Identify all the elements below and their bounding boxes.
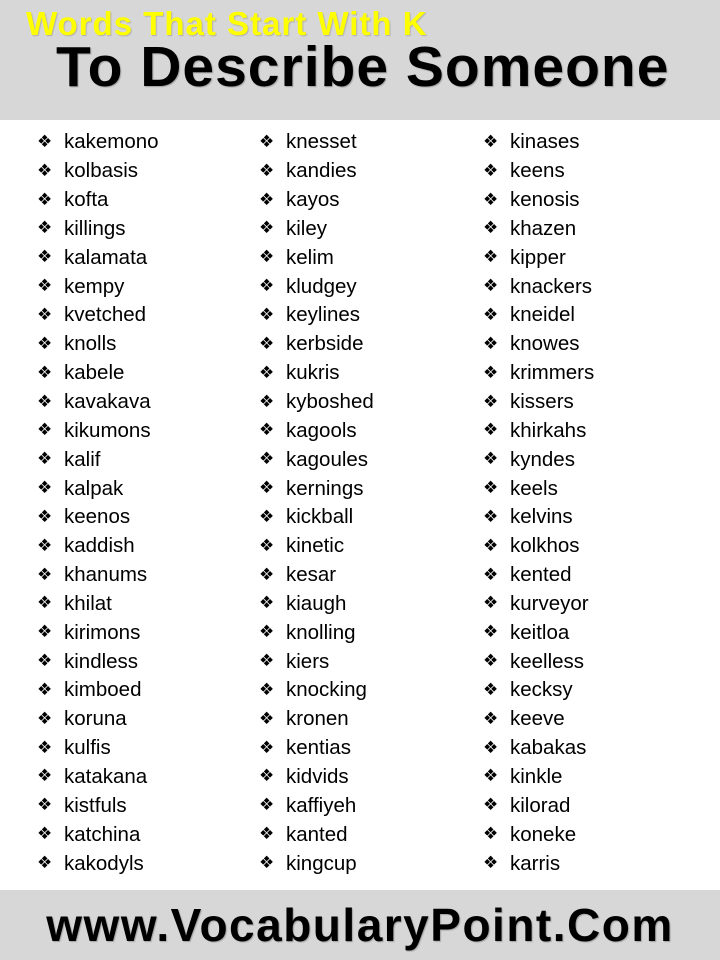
list-item bbox=[37, 705, 159, 734]
diamond-bullet-icon: ❖ bbox=[259, 333, 275, 354]
diamond-bullet-icon: ❖ bbox=[37, 795, 53, 816]
word-text: koneke bbox=[510, 822, 577, 846]
diamond-bullet-icon: ❖ bbox=[259, 622, 275, 643]
list-item bbox=[483, 647, 594, 676]
diamond-bullet-icon: ❖ bbox=[37, 131, 53, 152]
diamond-bullet-icon: ❖ bbox=[259, 506, 275, 527]
diamond-bullet-icon: ❖ bbox=[483, 622, 499, 643]
word-text: kakemono bbox=[64, 130, 159, 154]
diamond-bullet-icon: ❖ bbox=[483, 247, 499, 268]
list-item bbox=[37, 503, 159, 532]
diamond-bullet-icon: ❖ bbox=[259, 362, 275, 383]
list-item bbox=[259, 647, 374, 676]
diamond-bullet-icon: ❖ bbox=[37, 679, 53, 700]
list-item bbox=[37, 647, 159, 676]
word-text: karris bbox=[510, 851, 561, 875]
word-text: kirimons bbox=[64, 620, 141, 644]
list-item bbox=[259, 791, 374, 820]
diamond-bullet-icon: ❖ bbox=[37, 362, 53, 383]
diamond-bullet-icon: ❖ bbox=[37, 391, 53, 412]
list-item bbox=[483, 330, 594, 359]
word-text: kofta bbox=[64, 188, 109, 212]
word-text: knolling bbox=[286, 620, 356, 644]
diamond-bullet-icon: ❖ bbox=[483, 824, 499, 845]
word-text: kolbasis bbox=[64, 159, 139, 183]
list-item bbox=[259, 157, 374, 186]
list-item bbox=[483, 791, 594, 820]
diamond-bullet-icon: ❖ bbox=[37, 824, 53, 845]
diamond-bullet-icon: ❖ bbox=[259, 391, 275, 412]
list-item bbox=[37, 416, 159, 445]
diamond-bullet-icon: ❖ bbox=[37, 622, 53, 643]
list-item bbox=[483, 301, 594, 330]
diamond-bullet-icon: ❖ bbox=[259, 708, 275, 729]
list-item bbox=[37, 243, 159, 272]
list-item bbox=[483, 243, 594, 272]
list-item bbox=[259, 215, 374, 244]
list-item bbox=[259, 186, 374, 215]
header-subtitle: Words That Start With K bbox=[26, 5, 428, 42]
diamond-bullet-icon: ❖ bbox=[37, 276, 53, 297]
word-text: kolkhos bbox=[510, 534, 580, 558]
word-text: kerbside bbox=[286, 332, 364, 356]
diamond-bullet-icon: ❖ bbox=[483, 420, 499, 441]
word-text: kentias bbox=[286, 736, 351, 760]
word-text: keenos bbox=[64, 505, 131, 529]
list-item bbox=[483, 849, 594, 878]
diamond-bullet-icon: ❖ bbox=[37, 420, 53, 441]
diamond-bullet-icon: ❖ bbox=[37, 189, 53, 210]
word-text: kiaugh bbox=[286, 591, 347, 615]
list-item bbox=[483, 186, 594, 215]
diamond-bullet-icon: ❖ bbox=[483, 679, 499, 700]
list-item bbox=[37, 561, 159, 590]
list-item bbox=[37, 445, 159, 474]
word-text: kernings bbox=[286, 476, 364, 500]
word-text: knesset bbox=[286, 130, 357, 154]
word-text: kilorad bbox=[510, 793, 571, 817]
list-item bbox=[259, 503, 374, 532]
list-item bbox=[37, 820, 159, 849]
diamond-bullet-icon: ❖ bbox=[259, 737, 275, 758]
diamond-bullet-icon: ❖ bbox=[259, 247, 275, 268]
word-text: keels bbox=[510, 476, 558, 500]
diamond-bullet-icon: ❖ bbox=[37, 708, 53, 729]
list-item bbox=[259, 416, 374, 445]
list-item bbox=[37, 272, 159, 301]
word-text: kelvins bbox=[510, 505, 573, 529]
diamond-bullet-icon: ❖ bbox=[259, 449, 275, 470]
diamond-bullet-icon: ❖ bbox=[259, 131, 275, 152]
diamond-bullet-icon: ❖ bbox=[37, 160, 53, 181]
page-title: To Describe Someone bbox=[56, 35, 670, 100]
diamond-bullet-icon: ❖ bbox=[37, 333, 53, 354]
word-text: kissers bbox=[510, 390, 574, 414]
word-text: khilat bbox=[64, 591, 112, 615]
list-item bbox=[259, 532, 374, 561]
word-text: kabele bbox=[64, 361, 125, 385]
list-item bbox=[37, 791, 159, 820]
word-text: kickball bbox=[286, 505, 354, 529]
footer-band bbox=[0, 890, 720, 960]
list-item bbox=[37, 676, 159, 705]
diamond-bullet-icon: ❖ bbox=[37, 506, 53, 527]
list-item bbox=[483, 532, 594, 561]
list-item bbox=[37, 388, 159, 417]
word-column-3 bbox=[483, 128, 594, 878]
diamond-bullet-icon: ❖ bbox=[483, 593, 499, 614]
word-text: kurveyor bbox=[510, 591, 589, 615]
word-text: kinetic bbox=[286, 534, 345, 558]
diamond-bullet-icon: ❖ bbox=[483, 478, 499, 499]
word-text: kistfuls bbox=[64, 793, 127, 817]
word-text: kelim bbox=[286, 245, 334, 269]
word-text: kindless bbox=[64, 649, 139, 673]
list-item bbox=[259, 849, 374, 878]
word-text: keelless bbox=[510, 649, 585, 673]
list-item bbox=[259, 734, 374, 763]
word-text: keens bbox=[510, 159, 565, 183]
list-item bbox=[259, 474, 374, 503]
word-text: kagoules bbox=[286, 447, 369, 471]
word-text: kempy bbox=[64, 274, 125, 298]
diamond-bullet-icon: ❖ bbox=[259, 795, 275, 816]
list-item bbox=[37, 763, 159, 792]
word-text: knocking bbox=[286, 678, 367, 702]
diamond-bullet-icon: ❖ bbox=[259, 679, 275, 700]
word-text: keitloa bbox=[510, 620, 570, 644]
list-item bbox=[259, 128, 374, 157]
list-item bbox=[259, 330, 374, 359]
list-item bbox=[259, 388, 374, 417]
diamond-bullet-icon: ❖ bbox=[259, 304, 275, 325]
word-text: kidvids bbox=[286, 764, 349, 788]
diamond-bullet-icon: ❖ bbox=[259, 218, 275, 239]
diamond-bullet-icon: ❖ bbox=[259, 853, 275, 874]
list-item bbox=[37, 849, 159, 878]
word-text: kakodyls bbox=[64, 851, 144, 875]
list-item bbox=[37, 359, 159, 388]
list-item bbox=[37, 618, 159, 647]
word-text: kludgey bbox=[286, 274, 357, 298]
diamond-bullet-icon: ❖ bbox=[37, 737, 53, 758]
list-item bbox=[483, 359, 594, 388]
list-item bbox=[37, 157, 159, 186]
diamond-bullet-icon: ❖ bbox=[483, 362, 499, 383]
website-url: www.VocabularyPoint.Com bbox=[46, 899, 674, 951]
list-item bbox=[259, 763, 374, 792]
word-text: kabakas bbox=[510, 736, 587, 760]
diamond-bullet-icon: ❖ bbox=[483, 160, 499, 181]
word-text: kavakava bbox=[64, 390, 151, 414]
word-text: kulfis bbox=[64, 736, 111, 760]
word-text: kipper bbox=[510, 245, 566, 269]
list-item bbox=[37, 186, 159, 215]
list-item bbox=[259, 676, 374, 705]
list-item bbox=[483, 676, 594, 705]
word-text: kinases bbox=[510, 130, 580, 154]
diamond-bullet-icon: ❖ bbox=[259, 160, 275, 181]
diamond-bullet-icon: ❖ bbox=[37, 304, 53, 325]
word-text: knackers bbox=[510, 274, 593, 298]
diamond-bullet-icon: ❖ bbox=[483, 651, 499, 672]
word-text: kecksy bbox=[510, 678, 573, 702]
diamond-bullet-icon: ❖ bbox=[483, 564, 499, 585]
diamond-bullet-icon: ❖ bbox=[483, 333, 499, 354]
list-item bbox=[483, 128, 594, 157]
word-text: kinkle bbox=[510, 764, 563, 788]
diamond-bullet-icon: ❖ bbox=[37, 247, 53, 268]
word-text: kyndes bbox=[510, 447, 575, 471]
list-item bbox=[259, 359, 374, 388]
diamond-bullet-icon: ❖ bbox=[483, 131, 499, 152]
list-item bbox=[37, 301, 159, 330]
word-text: kaffiyeh bbox=[286, 793, 357, 817]
diamond-bullet-icon: ❖ bbox=[483, 795, 499, 816]
list-item bbox=[259, 590, 374, 619]
list-item bbox=[483, 590, 594, 619]
list-item bbox=[37, 215, 159, 244]
word-text: koruna bbox=[64, 707, 127, 731]
diamond-bullet-icon: ❖ bbox=[259, 276, 275, 297]
diamond-bullet-icon: ❖ bbox=[37, 651, 53, 672]
list-item bbox=[483, 416, 594, 445]
list-item bbox=[259, 820, 374, 849]
diamond-bullet-icon: ❖ bbox=[37, 449, 53, 470]
list-item bbox=[483, 503, 594, 532]
word-text: kaddish bbox=[64, 534, 135, 558]
list-item bbox=[259, 705, 374, 734]
word-text: katchina bbox=[64, 822, 141, 846]
list-item bbox=[483, 705, 594, 734]
word-text: kvetched bbox=[64, 303, 147, 327]
word-text: kingcup bbox=[286, 851, 357, 875]
word-column-1 bbox=[37, 128, 159, 878]
word-text: kukris bbox=[286, 361, 340, 385]
word-text: khazen bbox=[510, 216, 577, 240]
diamond-bullet-icon: ❖ bbox=[37, 564, 53, 585]
list-item bbox=[37, 474, 159, 503]
diamond-bullet-icon: ❖ bbox=[483, 708, 499, 729]
list-item bbox=[483, 734, 594, 763]
list-item bbox=[37, 330, 159, 359]
word-text: kneidel bbox=[510, 303, 575, 327]
diamond-bullet-icon: ❖ bbox=[37, 766, 53, 787]
word-text: kiers bbox=[286, 649, 330, 673]
diamond-bullet-icon: ❖ bbox=[483, 391, 499, 412]
word-text: katakana bbox=[64, 764, 148, 788]
diamond-bullet-icon: ❖ bbox=[259, 824, 275, 845]
diamond-bullet-icon: ❖ bbox=[37, 535, 53, 556]
list-item bbox=[483, 215, 594, 244]
word-text: knolls bbox=[64, 332, 117, 356]
diamond-bullet-icon: ❖ bbox=[483, 766, 499, 787]
word-text: killings bbox=[64, 216, 126, 240]
list-item bbox=[483, 157, 594, 186]
diamond-bullet-icon: ❖ bbox=[259, 766, 275, 787]
word-text: keeve bbox=[510, 707, 565, 731]
list-item bbox=[259, 301, 374, 330]
diamond-bullet-icon: ❖ bbox=[259, 189, 275, 210]
list-item bbox=[483, 820, 594, 849]
word-text: krimmers bbox=[510, 361, 595, 385]
list-item bbox=[37, 590, 159, 619]
word-text: kikumons bbox=[64, 418, 151, 442]
word-text: kronen bbox=[286, 707, 349, 731]
word-text: khanums bbox=[64, 563, 148, 587]
diamond-bullet-icon: ❖ bbox=[483, 449, 499, 470]
diamond-bullet-icon: ❖ bbox=[37, 853, 53, 874]
word-text: kiley bbox=[286, 216, 328, 240]
word-list bbox=[0, 128, 720, 880]
diamond-bullet-icon: ❖ bbox=[259, 651, 275, 672]
word-text: kyboshed bbox=[286, 390, 374, 414]
list-item bbox=[483, 388, 594, 417]
diamond-bullet-icon: ❖ bbox=[259, 478, 275, 499]
diamond-bullet-icon: ❖ bbox=[483, 535, 499, 556]
diamond-bullet-icon: ❖ bbox=[483, 737, 499, 758]
word-text: kimboed bbox=[64, 678, 142, 702]
word-text: kayos bbox=[286, 188, 340, 212]
word-text: kandies bbox=[286, 159, 357, 183]
diamond-bullet-icon: ❖ bbox=[37, 593, 53, 614]
list-item bbox=[259, 445, 374, 474]
list-item bbox=[259, 561, 374, 590]
list-item bbox=[259, 618, 374, 647]
word-text: kented bbox=[510, 563, 572, 587]
diamond-bullet-icon: ❖ bbox=[483, 189, 499, 210]
word-text: knowes bbox=[510, 332, 580, 356]
diamond-bullet-icon: ❖ bbox=[259, 593, 275, 614]
list-item bbox=[483, 763, 594, 792]
diamond-bullet-icon: ❖ bbox=[483, 218, 499, 239]
word-text: kanted bbox=[286, 822, 348, 846]
diamond-bullet-icon: ❖ bbox=[483, 506, 499, 527]
word-text: kalamata bbox=[64, 245, 148, 269]
list-item bbox=[259, 272, 374, 301]
word-text: khirkahs bbox=[510, 418, 587, 442]
word-text: kalif bbox=[64, 447, 101, 471]
list-item bbox=[37, 532, 159, 561]
diamond-bullet-icon: ❖ bbox=[483, 304, 499, 325]
list-item bbox=[483, 618, 594, 647]
diamond-bullet-icon: ❖ bbox=[37, 478, 53, 499]
list-item bbox=[259, 243, 374, 272]
list-item bbox=[483, 272, 594, 301]
list-item bbox=[37, 734, 159, 763]
header-band bbox=[0, 0, 720, 120]
diamond-bullet-icon: ❖ bbox=[483, 276, 499, 297]
word-text: keylines bbox=[286, 303, 361, 327]
diamond-bullet-icon: ❖ bbox=[259, 535, 275, 556]
word-text: kalpak bbox=[64, 476, 124, 500]
list-item bbox=[483, 561, 594, 590]
diamond-bullet-icon: ❖ bbox=[259, 564, 275, 585]
word-text: kesar bbox=[286, 563, 337, 587]
diamond-bullet-icon: ❖ bbox=[37, 218, 53, 239]
word-column-2 bbox=[259, 128, 374, 878]
diamond-bullet-icon: ❖ bbox=[483, 853, 499, 874]
word-text: kenosis bbox=[510, 188, 580, 212]
list-item bbox=[483, 474, 594, 503]
diamond-bullet-icon: ❖ bbox=[259, 420, 275, 441]
word-text: kagools bbox=[286, 418, 357, 442]
list-item bbox=[37, 128, 159, 157]
list-item bbox=[483, 445, 594, 474]
